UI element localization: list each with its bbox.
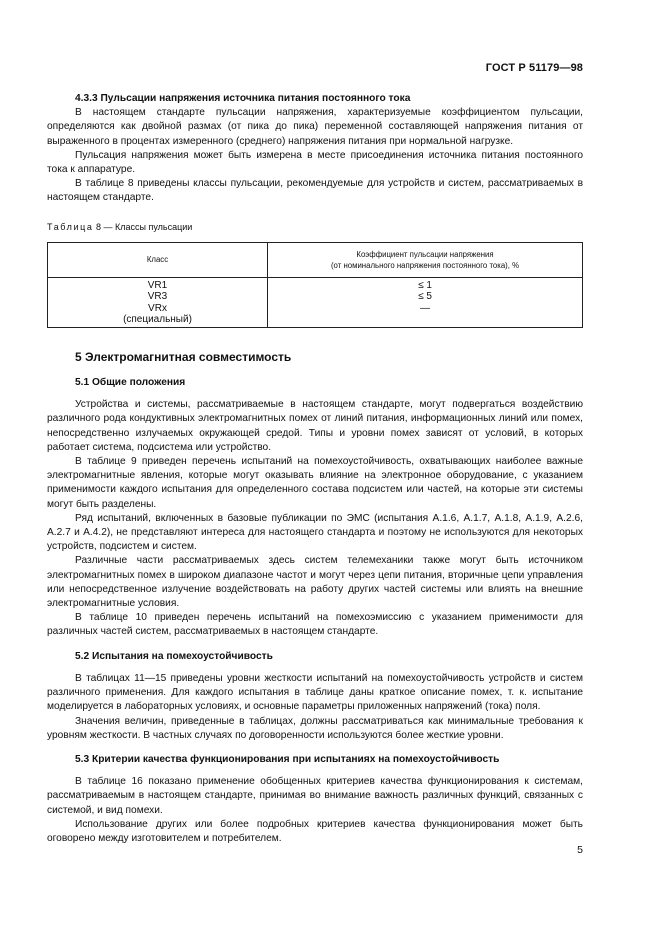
section-4-3-3-title: 4.3.3 Пульсации напряжения источника питания постоянного тока <box>75 93 411 104</box>
page-content <box>47 92 583 846</box>
paragraph: Устройства и системы, рассматриваемые в настоящем стандарте, могут подвергаться воздействию различного рода кондуктивных электромагнитных помех от линий питания, информационных линий или помех, непосредственно излучаемых окружающей средой. Типы и уровни помех зависят от условий, в которых работает система, подсистема или устройство. <box>47 399 583 453</box>
document-code: ГОСТ Р 51179—98 <box>485 62 583 74</box>
paragraph: Значения величин, приведенные в таблицах, должны рассматриваться как минимальные требования к уровням жесткости. В частных случаях по договоренности используются более жесткие уровни. <box>47 715 583 741</box>
paragraph: Использование других или более подробных критериев качества функционирования может быть оговорено между изготовителем и потребителем. <box>47 818 583 844</box>
class-value: VR1 <box>147 279 168 291</box>
column-header-class: Класс <box>48 242 268 277</box>
column-header-line: (от номинального напряжения постоянного тока), % <box>330 260 520 270</box>
class-value: VRx <box>148 302 167 314</box>
coefficient-value: — <box>420 302 430 314</box>
paragraph: В таблице 10 приведен перечень испытаний на помехоэмиссию с указанием применимости для различных частей систем, рассматриваемых в настоящем стандарте. <box>47 612 583 638</box>
paragraph: В таблице 16 показано применение обобщенных критериев качества функционирования к системам, рассматриваемым в настоящем стандарте, принимая во внимание важность различных функций, связанных с системой, и вид помехи. <box>47 776 583 816</box>
class-value: (специальный) <box>123 314 192 326</box>
column-header-coefficient <box>268 242 583 277</box>
paragraph: В настоящем стандарте пульсации напряжения, характеризуемые коэффициентом пульсации, определяются как двойной размах (от пика до пика) переменной составляющей напряжения питания от выраженного в процентах измеренного (среднего) напряжения питания при нормальной нагрузке. <box>47 107 583 147</box>
paragraph: Ряд испытаний, включенных в базовые публикации по ЭМС (испытания А.1.6, А.1.7, А.1.8, А.1.9, А.2.6, А.2.7 и А.4.2), не представляют интереса для настоящего стандарта и поэтому не используются для некоторых устройств, подсистем и систем. <box>47 512 583 553</box>
coefficient-value: ≤ 5 <box>418 291 432 303</box>
column-header-line: Коэффициент пульсации напряжения <box>356 249 494 259</box>
class-value: VR3 <box>147 291 168 303</box>
coefficient-cell <box>268 277 583 327</box>
table-8-caption <box>47 220 583 234</box>
section-5-1-title: 5.1 Общие положения <box>75 377 186 389</box>
class-cell <box>48 277 268 327</box>
table-row <box>48 277 583 327</box>
paragraph: В таблице 9 приведен перечень испытаний на помехоустойчивость, охватывающих наиболее важные электромагнитные явления, которые могут оказывать влияние на электронное оборудование, с указанием применимости каждого испытания для определенного состава подсистем или частей, на которые эти системы могут быть разделены. <box>47 456 583 510</box>
section-5-3-title: 5.3 Критерии качества функционирования при испытаниях на помехоустойчивость <box>75 753 500 765</box>
paragraph: Различные части рассматриваемых здесь систем телемеханики также могут быть источником электромагнитных помех в широком диапазоне частот и могут через цепи питания, вторичные цепи управления или непосредственное излучение воздействовать на работу других частей системы или влиять на внешние электромагнитные условия. <box>47 555 583 610</box>
coefficient-value: ≤ 1 <box>418 279 432 291</box>
paragraph: В таблице 8 приведены классы пульсации, рекомендуемые для устройств и систем, рассматриваемых в настоящем стандарте. <box>47 178 583 204</box>
table-8 <box>47 242 583 328</box>
paragraph: В таблицах 11—15 приведены уровни жесткости испытаний на помехоустойчивость устройств и систем различного применения. Для каждого испытания в таблице даны краткое описание помех, т. к. испытание моделируется в лабораторных условиях, и основные параметры приложенных напряжений (тока) поля. <box>47 672 583 713</box>
table-caption-text: 8 — Классы пульсации <box>96 221 193 232</box>
page-number: 5 <box>577 844 583 856</box>
table-caption-prefix: Таблица <box>47 221 94 232</box>
paragraph: Пульсация напряжения может быть измерена в месте присоединения источника питания постоянного тока к аппаратуре. <box>47 149 583 176</box>
section-5-2-title: 5.2 Испытания на помехоустойчивость <box>75 650 273 662</box>
section-5-title: 5 Электромагнитная совместимость <box>75 349 292 364</box>
